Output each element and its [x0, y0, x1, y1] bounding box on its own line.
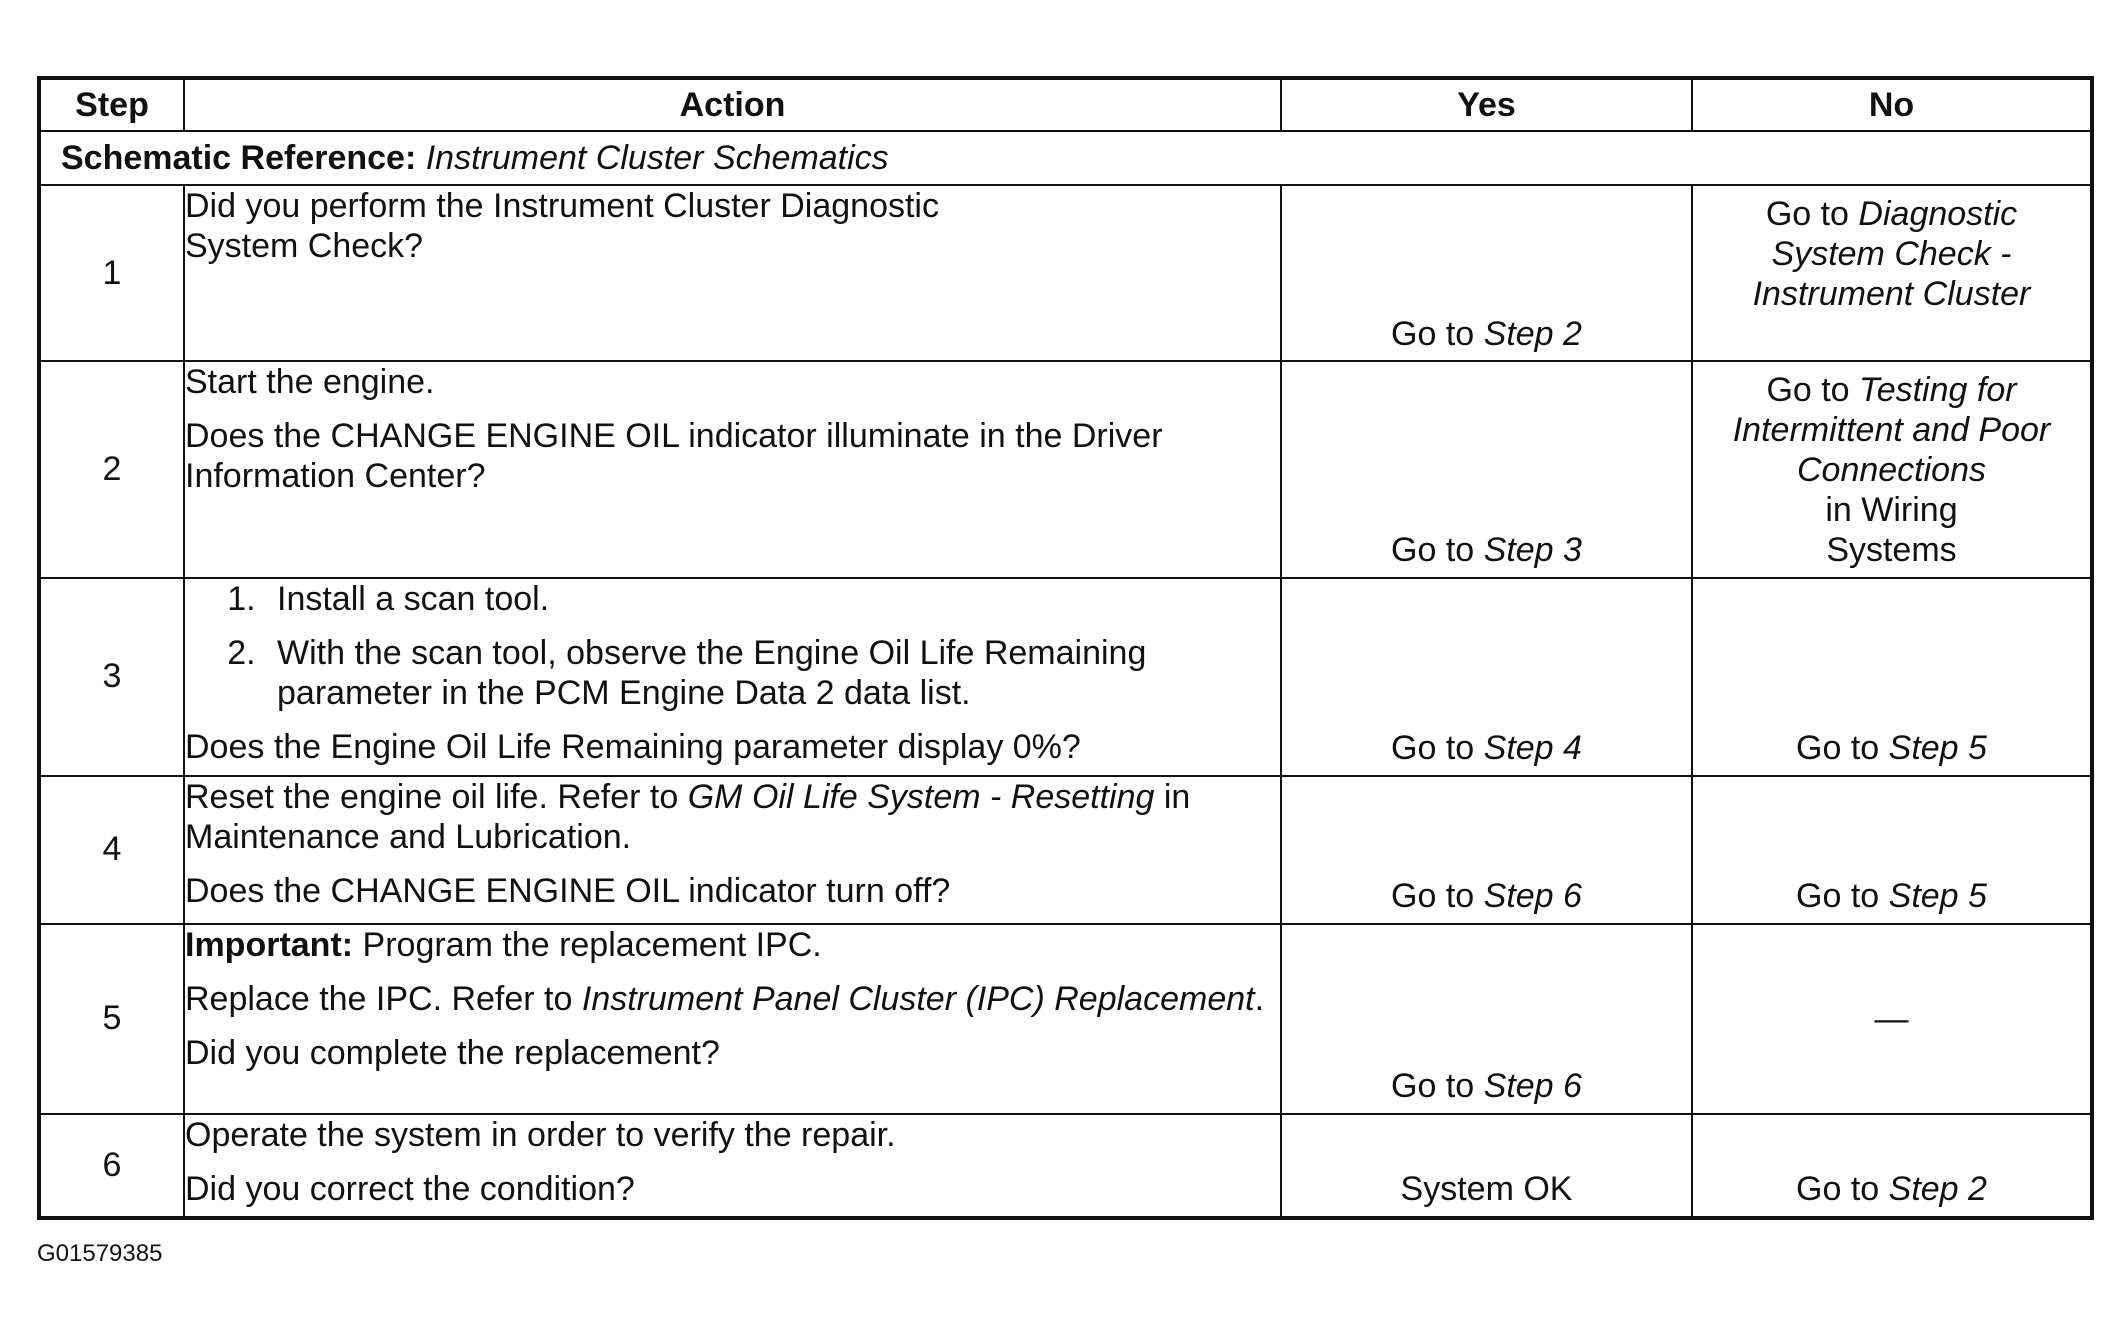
- action-question: Did you correct the condition?: [185, 1169, 635, 1208]
- action-text: Replace the IPC. Refer to Instrument Panel Cluster (IPC) Replacement.: [185, 979, 1265, 1018]
- yes-link[interactable]: Step 3: [1483, 531, 1582, 570]
- schematic-label: Schematic Reference:: [61, 139, 417, 177]
- header-no: No: [1692, 78, 2092, 131]
- no-link[interactable]: Diagnostic System Check - Instrument Cluster: [1752, 195, 2031, 314]
- header-row: [39, 78, 2092, 131]
- action-cell: [184, 924, 1281, 1114]
- schematic-row: [39, 131, 2092, 185]
- header-step: Step: [39, 78, 184, 131]
- step-number: 1: [39, 185, 184, 361]
- no-cell: Go to Diagnostic System Check - Instrument Cluster: [1692, 185, 2092, 361]
- yes-cell: System OK: [1281, 1114, 1692, 1218]
- yes-cell: Go to Step 3: [1281, 361, 1692, 578]
- action-text: Did you perform the Instrument Cluster Diagnostic System Check?: [185, 187, 939, 266]
- no-cell: —: [1692, 924, 2092, 1114]
- step-number: 2: [39, 361, 184, 578]
- list-item: 2. With the scan tool, observe the Engine Oil Life Remaining parameter in the PCM Engine Data 2 data list.: [265, 633, 1280, 713]
- action-question: Does the CHANGE ENGINE OIL indicator turn off?: [185, 871, 951, 910]
- yes-cell: Go to Step 2: [1281, 185, 1692, 361]
- important-note: Important: Program the replacement IPC.: [185, 925, 822, 964]
- table-row: [39, 185, 2092, 361]
- table-row: [39, 924, 2092, 1114]
- table-row: [39, 361, 2092, 578]
- action-cell: [184, 361, 1281, 578]
- no-cell: Go to Step 5: [1692, 578, 2092, 776]
- action-link[interactable]: GM Oil Life System - Resetting: [687, 777, 1155, 816]
- action-question: Did you complete the replacement?: [185, 1033, 720, 1072]
- list-item: 1. Install a scan tool.: [265, 579, 1280, 619]
- action-list: [185, 579, 1280, 713]
- table-row: [39, 776, 2092, 924]
- yes-link[interactable]: Step 6: [1483, 1067, 1582, 1106]
- schematic-reference: [39, 131, 2092, 185]
- action-cell: [184, 776, 1281, 924]
- yes-link[interactable]: Step 6: [1483, 877, 1582, 916]
- action-text: Operate the system in order to verify the repair.: [185, 1115, 896, 1154]
- action-link[interactable]: Instrument Panel Cluster (IPC) Replacement: [581, 979, 1255, 1018]
- no-link[interactable]: Step 5: [1888, 877, 1987, 916]
- action-text: Start the engine.: [185, 363, 435, 401]
- step-number: 6: [39, 1114, 184, 1218]
- yes-link[interactable]: Step 2: [1483, 314, 1582, 353]
- yes-cell: Go to Step 4: [1281, 578, 1692, 776]
- schematic-link[interactable]: Instrument Cluster Schematics: [425, 139, 889, 177]
- figure-code: G01579385: [37, 1240, 163, 1267]
- table-row: [39, 1114, 2092, 1218]
- no-cell: Go to Step 2: [1692, 1114, 2092, 1218]
- action-text: Reset the engine oil life. Refer to GM Oil Life System - Resetting in Maintenance and Lubrication.: [185, 777, 1191, 856]
- step-number: 3: [39, 578, 184, 776]
- header-yes: Yes: [1281, 78, 1692, 131]
- action-question: Does the Engine Oil Life Remaining parameter display 0%?: [185, 727, 1081, 766]
- action-cell: [184, 1114, 1281, 1218]
- action-cell: [184, 185, 1281, 361]
- no-cell: Go to Step 5: [1692, 776, 2092, 924]
- step-number: 5: [39, 924, 184, 1114]
- no-link[interactable]: Step 2: [1888, 1170, 1987, 1209]
- action-cell: [184, 578, 1281, 776]
- table-row: [39, 578, 2092, 776]
- diagnostic-table: [37, 76, 2094, 1220]
- no-cell: Go to Testing for Intermittent and Poor Connections in Wiring Systems: [1692, 361, 2092, 578]
- no-link[interactable]: Testing for Intermittent and Poor Connections: [1732, 371, 2051, 490]
- yes-cell: Go to Step 6: [1281, 924, 1692, 1114]
- no-link[interactable]: Step 5: [1888, 729, 1987, 768]
- action-text: Does the CHANGE ENGINE OIL indicator illuminate in the Driver Information Center?: [185, 417, 1163, 496]
- no-suffix: in Wiring Systems: [1825, 491, 1958, 570]
- header-action: Action: [184, 78, 1281, 131]
- yes-cell: Go to Step 6: [1281, 776, 1692, 924]
- yes-link[interactable]: Step 4: [1483, 729, 1582, 768]
- step-number: 4: [39, 776, 184, 924]
